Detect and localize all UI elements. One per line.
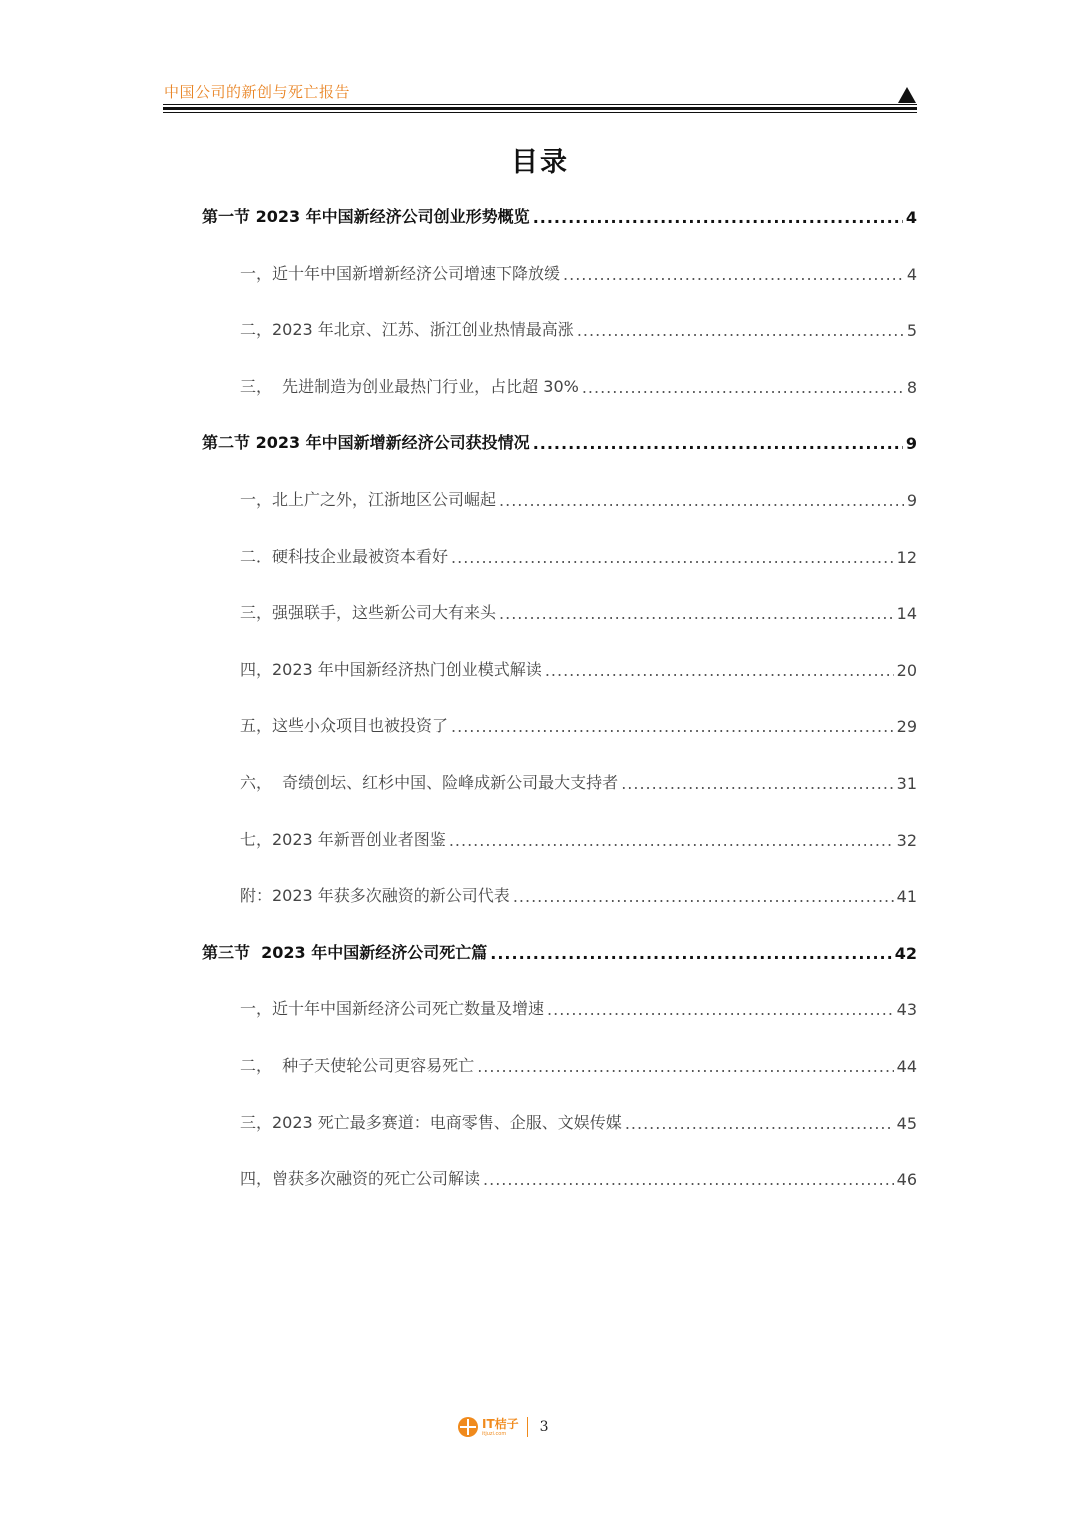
toc-dot-leader <box>513 887 894 906</box>
toc-dot-leader <box>477 1057 893 1076</box>
toc-dot-leader <box>582 378 904 397</box>
report-running-title: 中国公司的新创与死亡报告 <box>164 83 351 101</box>
toc-entry-label: 一，近十年中国新经济公司死亡数量及增速 <box>240 999 545 1018</box>
toc-entry-label: 二，2023 年北京、江苏、浙江创业热情最高涨 <box>240 320 574 339</box>
toc-entry-page: 44 <box>896 1057 917 1076</box>
toc-entry-label: 第二节 2023 年中国新增新经济公司获投情况 <box>202 433 530 452</box>
toc-entry-label: 第三节 2023 年中国新经济公司死亡篇 <box>202 943 488 962</box>
toc-subsection-entry[interactable] <box>240 769 917 793</box>
toc-section-entry[interactable] <box>202 939 917 963</box>
toc-entry-label: 三， 先进制造为创业最热门行业，占比超 30% <box>240 377 579 396</box>
header-rule-thick <box>163 107 917 110</box>
toc-subsection-entry[interactable] <box>240 1109 917 1133</box>
toc-section-entry[interactable] <box>202 203 917 227</box>
toc-entry-page: 20 <box>896 661 917 680</box>
toc-entry-page: 46 <box>896 1170 917 1189</box>
toc-entry-page: 12 <box>896 548 917 567</box>
toc-subsection-entry[interactable] <box>240 260 917 284</box>
toc-subsection-entry[interactable] <box>240 316 917 340</box>
header-rule-bottom <box>163 112 917 113</box>
toc-subsection-entry[interactable] <box>240 656 917 680</box>
toc-entry-label: 四，曾获多次融资的死亡公司解读 <box>240 1169 481 1188</box>
toc-entry-page: 5 <box>906 321 917 340</box>
toc-subsection-entry[interactable] <box>240 543 917 567</box>
toc-entry-page: 14 <box>896 604 917 623</box>
toc-dot-leader <box>499 491 904 510</box>
triangle-icon <box>898 87 916 103</box>
footer-logo-url: itjuzi.com <box>482 1430 507 1437</box>
toc-dot-leader <box>490 944 891 963</box>
toc-entry-page: 9 <box>906 491 917 510</box>
footer-logo <box>482 1418 519 1437</box>
toc-entry-label: 一，近十年中国新增新经济公司增速下降放缓 <box>240 264 561 283</box>
header-rule-top <box>163 104 917 105</box>
toc-subsection-entry[interactable] <box>240 486 917 510</box>
toc-title: 目录 <box>511 147 569 178</box>
toc-entry-label: 第一节 2023 年中国新经济公司创业形势概览 <box>202 207 530 226</box>
toc-dot-leader <box>545 661 894 680</box>
page-number: 3 <box>539 1419 549 1435</box>
toc-entry-page: 43 <box>896 1000 917 1019</box>
toc-dot-leader <box>533 208 903 227</box>
toc-dot-leader <box>577 321 904 340</box>
toc-dot-leader <box>449 831 894 850</box>
toc-dot-leader <box>451 717 894 736</box>
toc-entry-page: 9 <box>905 434 917 453</box>
footer-logo-name: IT桔子 <box>482 1416 519 1431</box>
toc-dot-leader <box>625 1114 894 1133</box>
itjuzi-logo-icon <box>458 1417 478 1437</box>
toc-dot-leader <box>547 1000 894 1019</box>
toc-entry-page: 8 <box>906 378 917 397</box>
toc-subsection-entry[interactable] <box>240 826 917 850</box>
toc-entry-label: 四，2023 年中国新经济热门创业模式解读 <box>240 660 542 679</box>
toc-subsection-entry[interactable] <box>240 1052 917 1076</box>
toc-dot-leader <box>451 548 894 567</box>
toc-dot-leader <box>563 265 904 284</box>
toc-entry-page: 42 <box>894 944 917 963</box>
toc-entry-label: 二．硬科技企业最被资本看好 <box>240 547 449 566</box>
toc-dot-leader <box>533 434 903 453</box>
toc-entry-page: 4 <box>906 265 917 284</box>
toc-subsection-entry[interactable] <box>240 995 917 1019</box>
toc-entry-page: 45 <box>896 1114 917 1133</box>
toc-entry-page: 31 <box>896 774 917 793</box>
toc-subsection-entry[interactable] <box>240 1165 917 1189</box>
toc-entry-label: 五，这些小众项目也被投资了 <box>240 716 449 735</box>
footer-divider <box>527 1417 528 1437</box>
toc-subsection-entry[interactable] <box>240 882 917 906</box>
toc-subsection-entry[interactable] <box>240 373 917 397</box>
toc-dot-leader <box>483 1170 894 1189</box>
toc-entry-page: 32 <box>896 831 917 850</box>
toc-entry-label: 附：2023 年获多次融资的新公司代表 <box>240 886 510 905</box>
toc-entry-label: 三，2023 死亡最多赛道：电商零售、企服、文娱传媒 <box>240 1113 622 1132</box>
toc-subsection-entry[interactable] <box>240 712 917 736</box>
toc-entry-page: 4 <box>905 208 917 227</box>
toc-entry-label: 六， 奇绩创坛、红杉中国、险峰成新公司最大支持者 <box>240 773 619 792</box>
page-footer <box>458 1414 549 1440</box>
toc-entry-label: 一，北上广之外，江浙地区公司崛起 <box>240 490 497 509</box>
toc-subsection-entry[interactable] <box>240 599 917 623</box>
toc-entry-label: 三，强强联手，这些新公司大有来头 <box>240 603 497 622</box>
toc-entry-page: 41 <box>896 887 917 906</box>
toc-section-entry[interactable] <box>202 429 917 453</box>
toc-entry-page: 29 <box>896 717 917 736</box>
toc-entry-label: 二， 种子天使轮公司更容易死亡 <box>240 1056 475 1075</box>
toc-dot-leader <box>499 604 894 623</box>
toc-dot-leader <box>621 774 893 793</box>
toc-entry-label: 七，2023 年新晋创业者图鉴 <box>240 830 446 849</box>
